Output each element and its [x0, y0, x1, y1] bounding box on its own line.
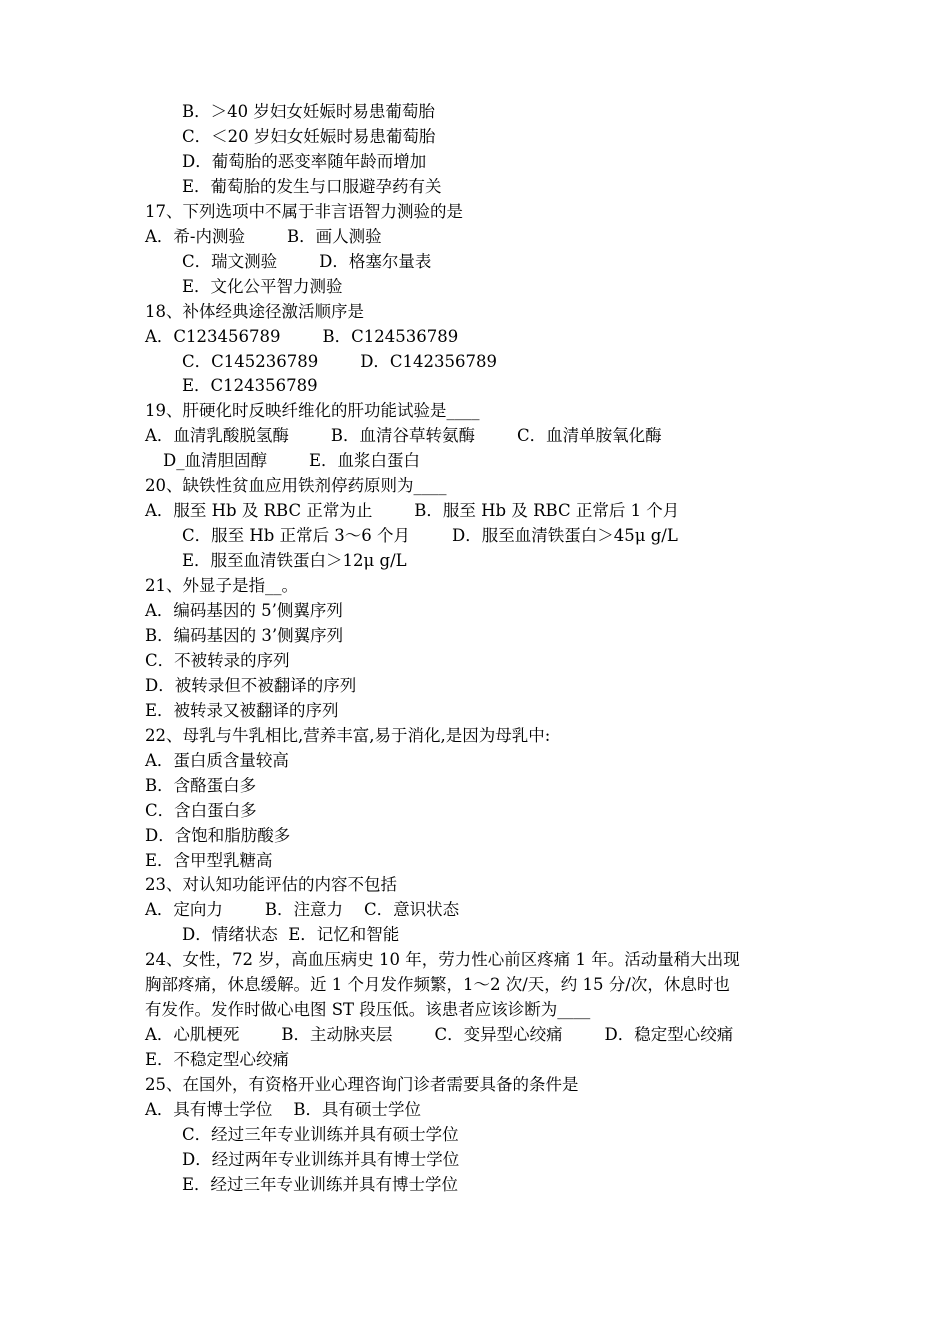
text-line: C．含白蛋白多	[145, 800, 257, 820]
text-line: 19、肝硬化时反映纤维化的肝功能试验是____	[145, 401, 480, 421]
text-line: 25、在国外，有资格开业心理咨询门诊者需要具备的条件是	[145, 1075, 579, 1095]
text-line: C．经过三年专业训练并具有硕士学位	[182, 1124, 459, 1144]
text-line: C．＜20 岁妇女妊娠时易患葡萄胎	[182, 126, 436, 146]
text-line: B．＞40 岁妇女妊娠时易患葡萄胎	[182, 102, 435, 121]
text-line: E．C124356789	[182, 376, 318, 396]
text-line: 17、下列选项中不属于非言语智力测验的是	[145, 201, 463, 221]
text-line: A．具有博士学位 B．具有硕士学位	[145, 1100, 422, 1119]
text-line: A．心肌梗死 B．主动脉夹层 C．变异型心绞痛 D．稳定型心绞痛	[145, 1025, 734, 1045]
text-line: E．文化公平智力测验	[182, 276, 343, 296]
text-line: 胸部疼痛，休息缓解。近 1 个月发作频繁，1～2 次/天，约 15 分/次，休息时也	[145, 975, 730, 995]
text-line: 有发作。发作时做心电图 ST 段压低。该患者应该诊断为____	[145, 1000, 591, 1020]
text-line: A．定向力 B．注意力 C．意识状态	[145, 900, 460, 920]
text-line: A．血清乳酸脱氢酶 B．血清谷草转氨酶 C．血清单胺氧化酶	[145, 426, 662, 446]
text-line: 23、对认知功能评估的内容不包括	[145, 875, 397, 895]
text-line: 22、母乳与牛乳相比,营养丰富,易于消化,是因为母乳中:	[145, 725, 551, 745]
text-line: C．服至 Hb 正常后 3～6 个月 D．服至血清铁蛋白＞45μ g/L	[182, 526, 678, 546]
text-line: 18、补体经典途径激活顺序是	[145, 301, 364, 321]
text-line: C．瑞文测验 D．格塞尔量表	[182, 251, 432, 271]
text-line: A．服至 Hb 及 RBC 正常为止 B．服至 Hb 及 RBC 正常后 1 个月	[145, 501, 680, 521]
text-line: D．含饱和脂肪酸多	[145, 825, 291, 845]
text-line: E．经过三年专业训练并具有博士学位	[182, 1174, 459, 1194]
text-line: A．希-内测验 B．画人测验	[145, 226, 382, 246]
text-line: E．不稳定型心绞痛	[145, 1050, 290, 1070]
text-line: B．含酪蛋白多	[145, 775, 257, 795]
text-line: D．经过两年专业训练并具有博士学位	[182, 1149, 460, 1169]
text-line: E．含甲型乳糖高	[145, 850, 273, 870]
text-line: 21、外显子是指__。	[145, 576, 298, 596]
text-line: D．葡萄胎的恶变率随年龄而增加	[182, 151, 427, 171]
text-line: E．被转录又被翻译的序列	[145, 700, 339, 720]
text-line: E．葡萄胎的发生与口服避孕药有关	[182, 176, 442, 196]
text-line: D．被转录但不被翻译的序列	[145, 675, 357, 695]
text-line: C．C145236789 D．C142356789	[182, 351, 498, 371]
text-line: A．编码基因的 5’侧翼序列	[145, 601, 343, 620]
text-line: A．C123456789 B．C124536789	[145, 326, 459, 346]
text-line: C．不被转录的序列	[145, 650, 290, 670]
text-line: 24、女性，72 岁，高血压病史 10 年，劳力性心前区疼痛 1 年。活动量稍大出现	[145, 950, 740, 970]
text-line: D_血清胆固醇 E．血浆白蛋白	[163, 451, 420, 471]
text-line: E．服至血清铁蛋白＞12μ g/L	[182, 551, 407, 571]
text-line: A．蛋白质含量较高	[145, 750, 289, 770]
text-line: 20、缺铁性贫血应用铁剂停药原则为____	[145, 476, 447, 496]
text-line: B．编码基因的 3’侧翼序列	[145, 625, 344, 645]
text-line: D．情绪状态 E．记忆和智能	[182, 925, 400, 945]
